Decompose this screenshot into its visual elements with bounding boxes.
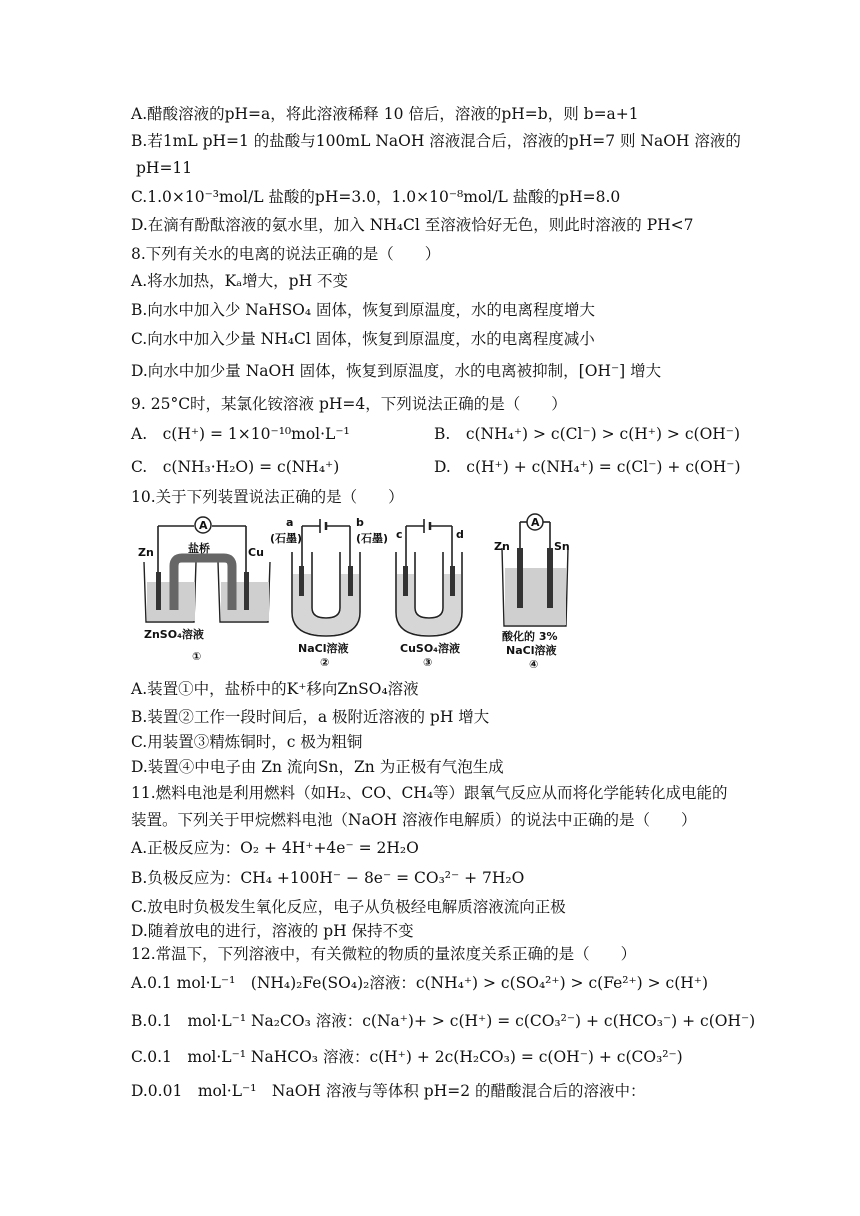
q12-stem: 12.常温下，下列溶液中，有关微粒的物质的量浓度关系正确的是（ ） [131,945,637,963]
q10-stem: 10.关于下列装置说法正确的是（ ） [131,488,404,506]
svg-text:a: a [286,516,294,529]
q11-option-b: B.负极反应为：CH₄ +100H⁻ − 8e⁻ = CO₃²⁻ + 7H₂O [131,869,525,887]
svg-text:(石墨): (石墨) [356,532,389,545]
q9-option-c: C. c(NH₃·H₂O) = c(NH₄⁺) [131,458,340,476]
q8-stem: 8.下列有关水的电离的说法正确的是（ ） [131,245,441,263]
apparatus-figure [134,512,734,670]
svg-text:③: ③ [423,656,433,669]
q11-option-c: C.放电时负极发生氧化反应，电子从负极经电解质溶液流向正极 [131,898,566,916]
svg-text:A: A [531,516,540,529]
q8-option-d: D.向水中加少量 NaOH 固体，恢复到原温度，水的电离被抑制，[OH⁻] 增大 [131,362,662,380]
q7-option-c: C.1.0×10⁻³mol/L 盐酸的pH=3.0，1.0×10⁻⁸mol/L 盐酸的pH=8.0 [131,188,621,206]
q7-option-a: A.醋酸溶液的pH=a，将此溶液稀释 10 倍后，溶液的pH=b，则 b=a+1 [131,105,639,123]
q12-option-c: C.0.1 mol·L⁻¹ NaHCO₃ 溶液：c(H⁺) + 2c(H₂CO₃) = c(OH⁻) + c(CO₃²⁻) [131,1048,683,1066]
svg-text:Sn: Sn [554,540,570,553]
q9-stem: 9. 25°C时，某氯化铵溶液 pH=4，下列说法正确的是（ ） [131,395,567,413]
q12-option-b: B.0.1 mol·L⁻¹ Na₂CO₃ 溶液：c(Na⁺)+ > c(H⁺) = c(CO₃²⁻) + c(HCO₃⁻) + c(OH⁻) [131,1012,756,1030]
q12-option-a: A.0.1 mol·L⁻¹ (NH₄)₂Fe(SO₄)₂溶液：c(NH₄⁺) > c(SO₄²⁺) > c(Fe²⁺) > c(H⁺) [131,974,709,992]
q11-stem-cont: 装置。下列关于甲烷燃料电池（NaOH 溶液作电解质）的说法中正确的是（ ） [131,811,697,829]
q10-option-d: D.装置④中电子由 Zn 流向Sn，Zn 为正极有气泡生成 [131,758,504,776]
svg-text:NaCl溶液: NaCl溶液 [506,644,557,657]
svg-text:c: c [396,528,403,541]
svg-text:d: d [456,528,464,541]
svg-text:②: ② [320,656,330,669]
device-1 [138,517,270,663]
svg-text:b: b [356,516,364,529]
q9-option-d: D. c(H⁺) + c(NH₄⁺) = c(Cl⁻) + c(OH⁻) [434,458,741,476]
q8-option-a: A.将水加热，Kₐ增大，pH 不变 [131,272,349,290]
q9-option-a: A. c(H⁺) = 1×10⁻¹⁰mol·L⁻¹ [131,425,350,443]
svg-text:CuSO₄溶液: CuSO₄溶液 [400,642,460,655]
q10-option-c: C.用装置③精炼铜时，c 极为粗铜 [131,733,363,751]
q9-option-b: B. c(NH₄⁺) > c(Cl⁻) > c(H⁺) > c(OH⁻) [434,425,741,443]
q7-option-d: D.在滴有酚酞溶液的氨水里，加入 NH₄Cl 至溶液恰好无色，则此时溶液的 PH<7 [131,216,694,234]
svg-text:Zn: Zn [494,540,510,553]
q7-option-b-cont: pH=11 [136,159,193,177]
q7-option-b: B.若1mL pH=1 的盐酸与100mL NaOH 溶液混合后，溶液的pH=7 则 NaOH 溶液的 [131,132,741,150]
q10-option-a: A.装置①中，盐桥中的K⁺移向ZnSO₄溶液 [131,680,419,698]
svg-text:酸化的 3%: 酸化的 3% [502,630,558,643]
svg-text:A: A [199,519,208,532]
q11-option-d: D.随着放电的进行，溶液的 pH 保持不变 [131,922,414,940]
q11-option-a: A.正极反应为：O₂ + 4H⁺+4e⁻ = 2H₂O [131,839,419,857]
device-4 [494,514,570,670]
svg-text:NaCl溶液: NaCl溶液 [298,642,349,655]
svg-text:(石墨): (石墨) [270,532,303,545]
svg-text:①: ① [192,650,202,663]
label-cu: Cu [248,546,264,559]
q8-option-c: C.向水中加入少量 NH₄Cl 固体，恢复到原温度，水的电离程度减小 [131,330,595,348]
svg-text:④: ④ [529,658,539,670]
q10-option-b: B.装置②工作一段时间后，a 极附近溶液的 pH 增大 [131,708,490,726]
label-salt-bridge: 盐桥 [188,542,210,555]
device-2 [270,516,388,669]
q12-option-d: D.0.01 mol·L⁻¹ NaOH 溶液与等体积 pH=2 的醋酸混合后的溶液中： [131,1082,646,1100]
q8-option-b: B.向水中加入少 NaHSO₄ 固体，恢复到原温度，水的电离程度增大 [131,301,596,319]
q11-stem: 11.燃料电池是利用燃料（如H₂、CO、CH₄等）跟氧气反应从而将化学能转化成电能的 [131,784,728,802]
label-zn: Zn [138,546,154,559]
device-3 [396,519,464,669]
label-znso4: ZnSO₄溶液 [144,628,204,641]
